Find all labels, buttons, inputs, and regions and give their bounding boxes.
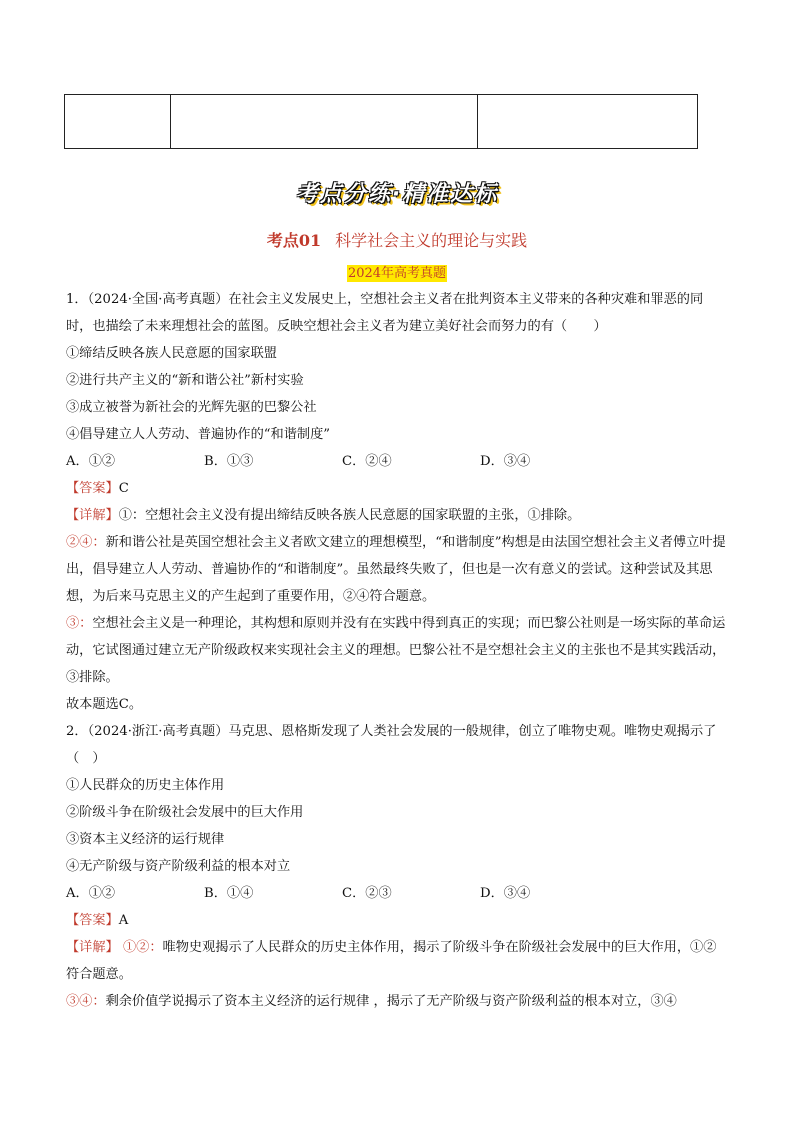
answer-label: 【答案】	[66, 913, 119, 928]
question-1-stem: 1．（2024·全国·高考真题）在社会主义发展史上，空想社会主义者在批判资本主义带来的各种灾难和罪恶的同时，也描绘了未来理想社会的蓝图。反映空想社会主义者为建立美好社会而努力的有（ ）	[66, 292, 704, 334]
detail-lead: ②④：	[66, 535, 106, 550]
question-2-answer	[66, 907, 728, 934]
question-1-detail	[66, 529, 728, 610]
question-1-item: ③成立被誉为新社会的光辉先驱的巴黎公社	[66, 400, 317, 415]
detail-text: 空想社会主义是一种理论，其构想和原则并没有在实践中得到真正的实现；而巴黎公社则是一场实际的革命运动，它试图通过建立无产阶级政权来实现社会主义的理想。巴黎公社不是空想社会主义的主张也不是其实践活动，③排除。	[66, 616, 726, 685]
question-2-options	[66, 880, 728, 907]
option-d: D．③④	[480, 454, 531, 469]
question-2-item: ③资本主义经济的运行规律	[66, 832, 225, 847]
detail-text: 剩余价值学说揭示了资本主义经济的运行规律 ，揭示了无产阶级与资产阶级利益的根本对立，③④	[105, 994, 677, 1009]
option-b: B．①③	[204, 454, 254, 469]
kaodian-label: 考点01	[266, 231, 322, 250]
option-d: D．③④	[480, 886, 531, 901]
detail-lead: ①：	[118, 508, 146, 523]
question-1-detail	[66, 502, 728, 529]
option-a: A．①②	[66, 886, 116, 901]
option-c: C．②④	[342, 454, 392, 469]
question-1-conclusion: 故本题选C。	[66, 697, 143, 712]
question-1-item: ④倡导建立人人劳动、普遍协作的“和谐制度”	[66, 427, 331, 442]
question-1-options	[66, 448, 728, 475]
question-1-item: ②进行共产主义的“新和谐公社”新村实验	[66, 373, 304, 388]
table-cell	[171, 95, 478, 149]
answer-value: C	[118, 481, 129, 496]
detail-label: 【详解】	[66, 508, 119, 523]
question-1-item: ①缔结反映各族人民意愿的国家联盟	[66, 346, 277, 361]
question-2-detail	[66, 934, 728, 988]
answer-label: 【答案】	[66, 481, 119, 496]
empty-header-table	[64, 94, 698, 149]
option-b: B．①④	[204, 886, 254, 901]
detail-text: 唯物史观揭示了人民群众的历史主体作用，揭示了阶级斗争在阶级社会发展中的巨大作用，①②符合题意。	[66, 940, 717, 982]
section-title: 考点分练·精准达标	[295, 182, 499, 207]
question-2-item: ②阶级斗争在阶级社会发展中的巨大作用	[66, 805, 304, 820]
question-2-item: ④无产阶级与资产阶级利益的根本对立	[66, 859, 291, 874]
year-tag-label: 2024年高考真题	[347, 266, 447, 281]
question-2-detail	[66, 988, 728, 1015]
question-2-item: ①人民群众的历史主体作用	[66, 778, 225, 793]
table-cell	[478, 95, 698, 149]
detail-text: 空想社会主义没有提出缔结反映各族人民意愿的国家联盟的主张，①排除。	[145, 508, 581, 523]
detail-label: 【详解】	[66, 940, 119, 955]
answer-value: A	[118, 913, 129, 928]
table-cell	[65, 95, 171, 149]
question-1-detail	[66, 610, 728, 691]
detail-lead: ①②：	[118, 940, 163, 955]
option-c: C．②③	[342, 886, 392, 901]
detail-text: 新和谐公社是英国空想社会主义者欧文建立的理想模型，“和谐制度”构想是由法国空想社会主义者傅立叶提出，倡导建立人人劳动、普遍协作的“和谐制度”。虽然最终失败了，但也是一次有意义的尝试。这种尝试及其思想，为后来马克思主义的产生起到了重要作用，②④符合题意。	[66, 535, 726, 604]
question-2-stem: 2．（2024·浙江·高考真题）马克思、恩格斯发现了人类社会发展的一般规律，创立了唯物史观。唯物史观揭示了（ ）	[66, 724, 717, 766]
option-a: A．①②	[66, 454, 116, 469]
kaodian-title: 科学社会主义的理论与实践	[335, 231, 528, 250]
question-1-answer	[66, 475, 728, 502]
detail-lead: ③：	[66, 616, 93, 631]
kaodian-heading	[0, 228, 794, 251]
question-content	[66, 286, 728, 1015]
year-tag	[0, 262, 794, 281]
detail-lead: ③④：	[66, 994, 106, 1009]
